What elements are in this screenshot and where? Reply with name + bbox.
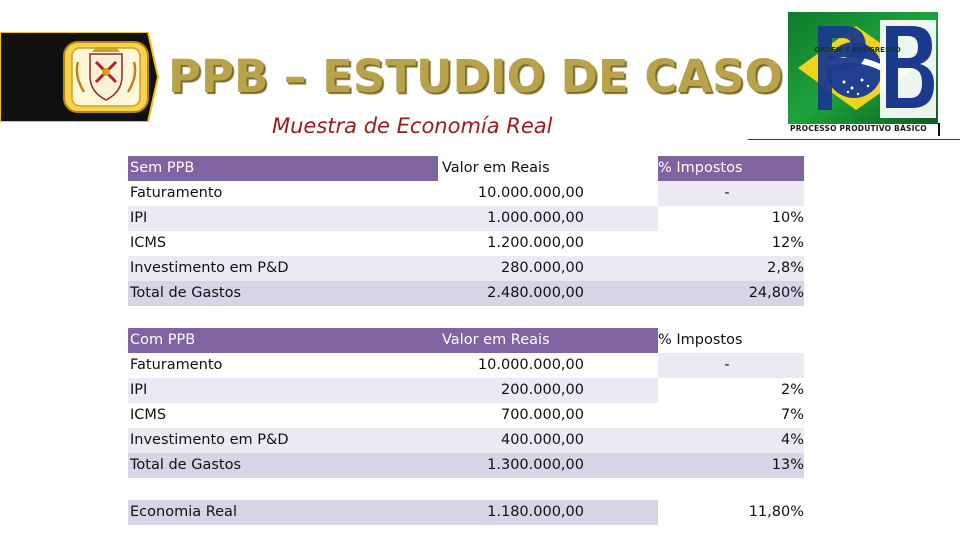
- row-percent: 24,80%: [658, 281, 804, 306]
- brazil-flag-logo-icon: [788, 12, 938, 124]
- row-percent: 13%: [658, 453, 804, 478]
- row-label: Total de Gastos: [128, 281, 438, 306]
- table-row: [128, 231, 804, 256]
- row-label: Total de Gastos: [128, 453, 438, 478]
- coat-of-arms-icon: [0, 32, 160, 122]
- table-row: [128, 181, 804, 206]
- row-value: 10.000.000,00: [438, 181, 658, 206]
- row-label: IPI: [128, 206, 438, 231]
- ppb-logo: [788, 12, 938, 130]
- header-value: Valor em Reais: [438, 156, 658, 181]
- row-percent: 10%: [658, 206, 804, 231]
- header-label: Sem PPB: [128, 156, 438, 181]
- economia-value: 1.180.000,00: [438, 500, 658, 525]
- economia-label: Economia Real: [128, 500, 438, 525]
- header-percent: % Impostos: [658, 328, 804, 353]
- emblem-tab: [0, 32, 160, 122]
- row-percent: 2,8%: [658, 256, 804, 281]
- row-percent: 12%: [658, 231, 804, 256]
- row-value: 1.000.000,00: [438, 206, 658, 231]
- table-row: [128, 403, 804, 428]
- logo-caption: PROCESSO PRODUTIVO BÁSICO: [790, 124, 927, 133]
- table-row: [128, 281, 804, 306]
- header-value: Valor em Reais: [438, 328, 658, 353]
- table-row: [128, 453, 804, 478]
- page-subtitle: Muestra de Economía Real: [272, 114, 553, 138]
- row-label: IPI: [128, 378, 438, 403]
- logo-underline: [748, 139, 960, 140]
- row-percent: 7%: [658, 403, 804, 428]
- row-label: Investimento em P&D: [128, 428, 438, 453]
- table-header-row: [128, 328, 804, 353]
- table-row: [128, 353, 804, 378]
- row-value: 1.300.000,00: [438, 453, 658, 478]
- row-label: ICMS: [128, 403, 438, 428]
- row-percent: 4%: [658, 428, 804, 453]
- page-title: PPB – ESTUDIO DE CASO: [168, 50, 783, 103]
- row-value: 10.000.000,00: [438, 353, 658, 378]
- table-row: [128, 428, 804, 453]
- logo-divider: [938, 123, 940, 136]
- row-percent: -: [658, 353, 804, 378]
- table-header-row: [128, 156, 804, 181]
- row-label: ICMS: [128, 231, 438, 256]
- economia-percent: 11,80%: [658, 500, 804, 525]
- row-value: 200.000,00: [438, 378, 658, 403]
- row-percent: 2%: [658, 378, 804, 403]
- table-row: [128, 206, 804, 231]
- row-label: Faturamento: [128, 353, 438, 378]
- row-label: Investimento em P&D: [128, 256, 438, 281]
- table-row: [128, 256, 804, 281]
- row-value: 1.200.000,00: [438, 231, 658, 256]
- row-value: 280.000,00: [438, 256, 658, 281]
- header-label: Com PPB: [128, 328, 438, 353]
- table-row: [128, 378, 804, 403]
- table-row: [128, 500, 804, 525]
- row-value: 400.000,00: [438, 428, 658, 453]
- header-percent: % Impostos: [658, 156, 804, 181]
- row-label: Faturamento: [128, 181, 438, 206]
- row-value: 700.000,00: [438, 403, 658, 428]
- logo-motto: ORDEM E PROGRESSO: [814, 46, 901, 54]
- row-value: 2.480.000,00: [438, 281, 658, 306]
- row-percent: -: [658, 181, 804, 206]
